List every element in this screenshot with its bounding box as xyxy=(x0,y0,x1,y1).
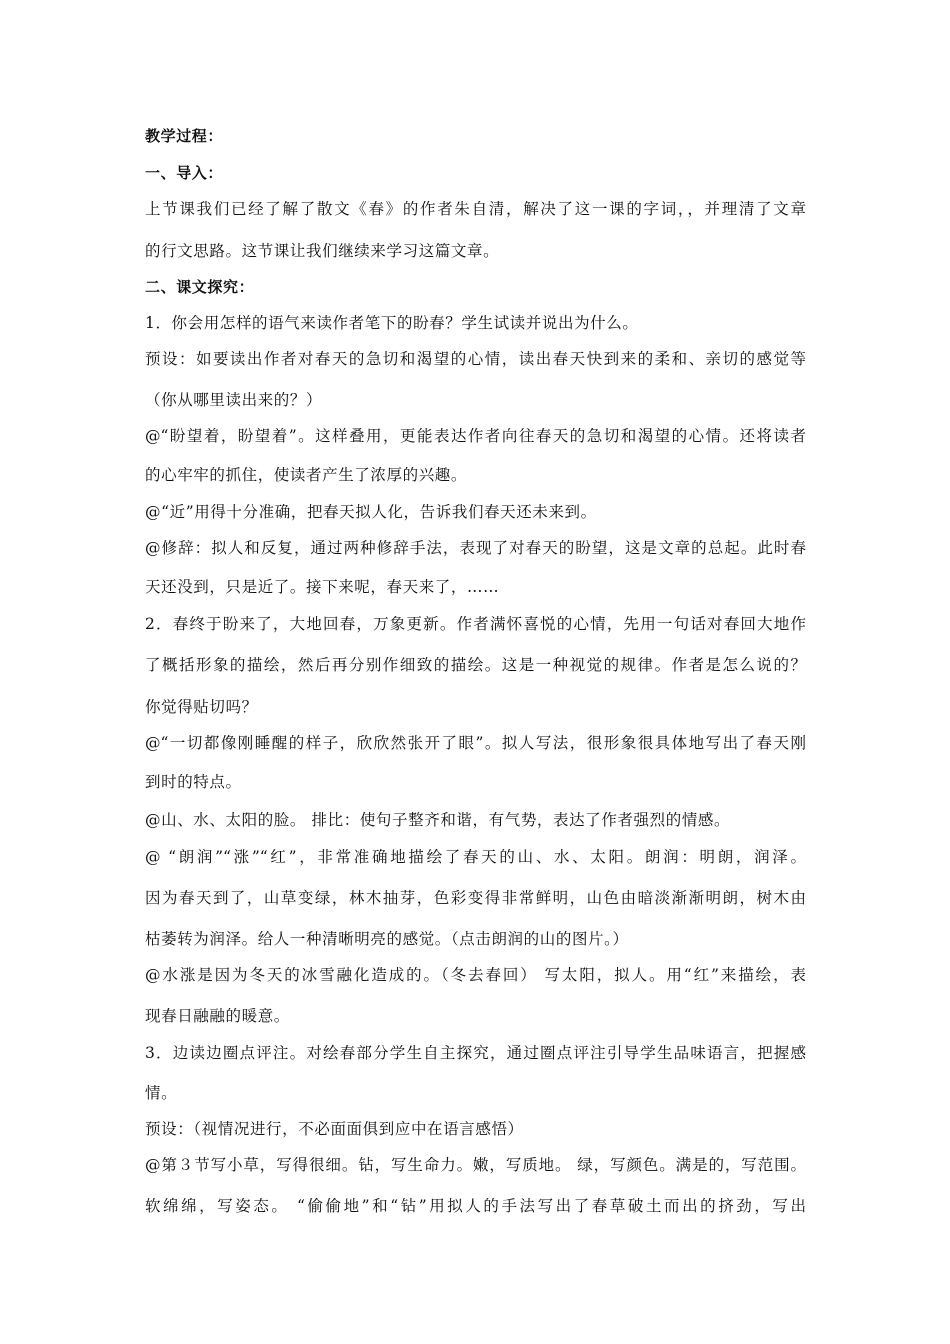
paragraph-line: @“一切都像刚睡醒的样子，欣欣然张开了眼”。拟人写法，很形象很具体地写出了春天刚 xyxy=(145,734,806,752)
paragraph-line: @ “朗润”“涨”“红”，非常准确地描绘了春天的山、水、太阳。朗润：明朗，润泽。 xyxy=(145,848,806,866)
paragraph-line: 枯萎转为润泽。给人一种清晰明亮的感觉。（点击朗润的山的图片。） xyxy=(145,930,629,948)
paragraph-line: 天还没到，只是近了。接下来呢，春天来了，…… xyxy=(145,578,500,596)
paragraph-line: 预设：（视情况进行，不必面面俱到应中在语言感悟） xyxy=(145,1120,524,1138)
paragraph-line: @山、水、太阳的脸。 排比：使句子整齐和谐，有气势，表达了作者强烈的情感。 xyxy=(145,811,731,829)
paragraph-line: 3．边读边圈点评注。对绘春部分学生自主探究，通过圈点评注引导学生品味语言，把握感 xyxy=(145,1044,806,1062)
paragraph-line: 软绵绵，写姿态。 “偷偷地”和“钻”用拟人的手法写出了春草破土而出的挤劲，写出 xyxy=(145,1197,806,1215)
paragraph-line: 情。 xyxy=(145,1084,178,1102)
heading-text-exploration: 二、课文探究： xyxy=(145,278,255,296)
paragraph-line: 1．你会用怎样的语气来读作者笔下的盼春？学生试读并说出为什么。 xyxy=(145,314,639,332)
heading-introduction: 一、导入： xyxy=(145,164,224,182)
paragraph-line: 了概括形象的描绘，然后再分别作细致的描绘。这是一种视觉的规律。作者是怎么说的？ xyxy=(145,656,806,674)
paragraph-line: 的心牢牢的抓住，使读者产生了浓厚的兴趣。 xyxy=(145,466,468,484)
paragraph-line: 的行文思路。这节课让我们继续来学习这篇文章。 xyxy=(145,242,500,260)
paragraph-line: 到时的特点。 xyxy=(145,773,242,791)
paragraph-line: 上节课我们已经了解了散文《春》的作者朱自清，解决了这一课的字词，，并理清了文章 xyxy=(145,200,806,218)
paragraph-line: 预设：如要读出作者对春天的急切和渴望的心情，读出春天快到来的柔和、亲切的感觉等 xyxy=(145,350,806,368)
paragraph-line: @“盼望着，盼望着”。这样叠用，更能表达作者向往春天的急切和渴望的心情。还将读者 xyxy=(145,427,806,445)
paragraph-line: @第３节写小草，写得很细。钻，写生命力。嫩，写质地。 绿，写颜色。满是的，写范围。 xyxy=(145,1156,806,1174)
paragraph-line: @“近”用得十分准确，把春天拟人化，告诉我们春天还未来到。 xyxy=(145,503,597,521)
paragraph-line: （你从哪里读出来的？） xyxy=(145,391,323,409)
paragraph-line: @修辞：拟人和反复，通过两种修辞手法，表现了对春天的盼望，这是文章的总起。此时春 xyxy=(145,539,806,557)
heading-teaching-process: 教学过程： xyxy=(145,127,224,145)
paragraph-line: 现春日融融的暖意。 xyxy=(145,1007,290,1025)
paragraph-line: 因为春天到了，山草变绿，林木抽芽，色彩变得非常鲜明，山色由暗淡渐渐明朗，树木由 xyxy=(145,889,806,907)
paragraph-line: 你觉得贴切吗？ xyxy=(145,698,258,716)
paragraph-line: 2．春终于盼来了，大地回春，万象更新。作者满怀喜悦的心情，先用一句话对春回大地作 xyxy=(145,615,806,633)
paragraph-line: @水涨是因为冬天的冰雪融化造成的。（冬去春回） 写太阳，拟人。用“红”来描绘，表 xyxy=(145,966,806,984)
